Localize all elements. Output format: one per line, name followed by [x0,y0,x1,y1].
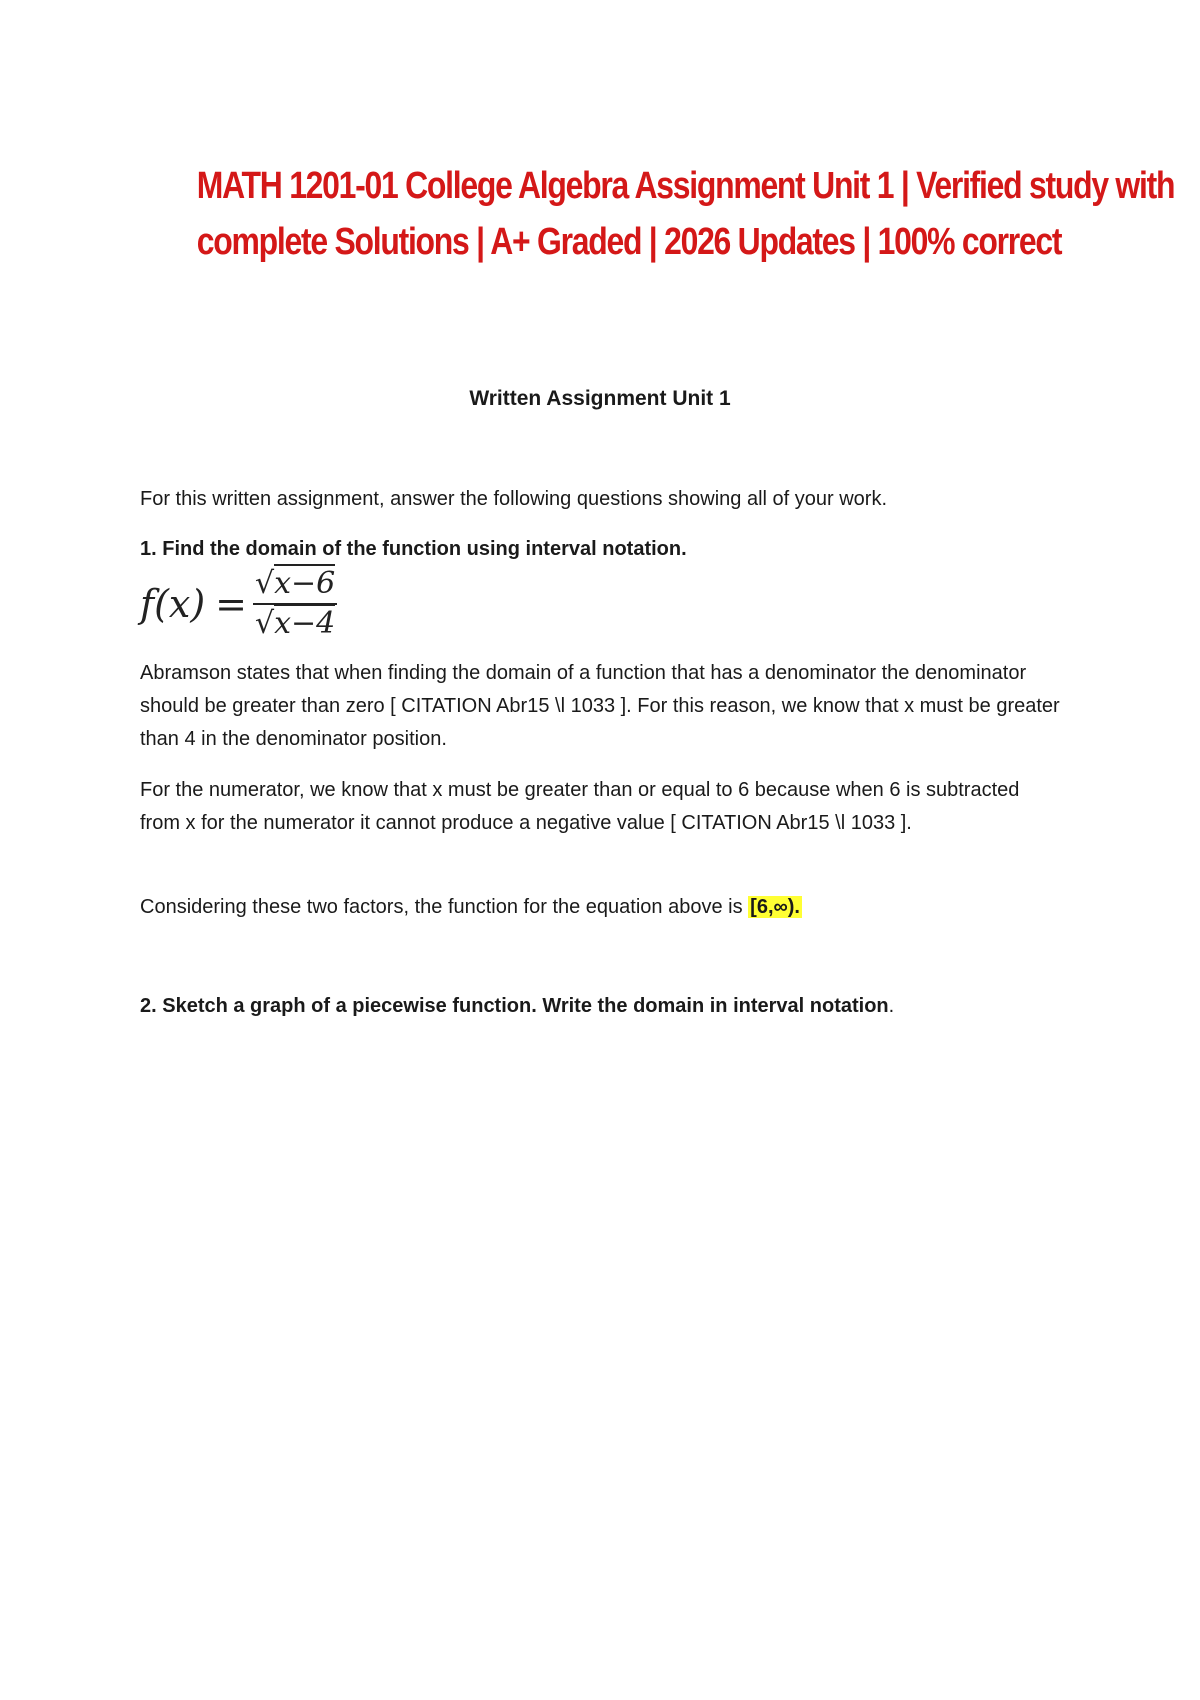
title-line-1: MATH 1201-01 College Algebra Assignment Unit 1 | Verified study with [196,165,1175,207]
denominator-sqrt-symbol: √ [255,606,275,641]
highlighted-answer: [6,∞). [750,896,800,918]
formula-lhs: f(x) [140,582,206,626]
paragraph-1: Abramson states that when finding the domain of a function that has a denominator the denominator should be greater than zero [ CITATION Abr15 \l 1033 ]. For this reason, we know that x must be greater than 4 in the denominator position. [140,662,1060,750]
question-2-text: 2. Sketch a graph of a piecewise function. Write the domain in interval notation [140,995,889,1017]
document-title [196,158,1175,270]
function-formula [140,562,337,646]
paragraph-2: For the numerator, we know that x must be greater than or equal to 6 because when 6 is subtracted from x for the numerator it cannot produce a negative value [ CITATION Abr15 \l 1033 ]. [140,779,1020,834]
paragraph-3 [140,891,1060,924]
formula-denominator [253,607,337,641]
intro-paragraph: For this written assignment, answer the following questions showing all of your work. [140,488,888,510]
question-1: 1. Find the domain of the function using interval notation. [140,538,687,560]
paragraph-3-text: Considering these two factors, the function for the equation above is [140,896,749,918]
title-line-2: complete Solutions | A+ Graded | 2026 Updates | 100% correct [196,221,1062,263]
denominator-radicand: x−4 [274,606,336,641]
section-heading: Written Assignment Unit 1 [469,387,731,410]
formula-equals: = [215,582,247,626]
question-2 [140,990,1060,1023]
numerator-radicand: x−6 [274,566,336,601]
formula-fraction [253,567,337,641]
numerator-sqrt-symbol: √ [255,566,275,601]
question-2-trail: . [888,995,895,1017]
formula-numerator [253,567,337,601]
